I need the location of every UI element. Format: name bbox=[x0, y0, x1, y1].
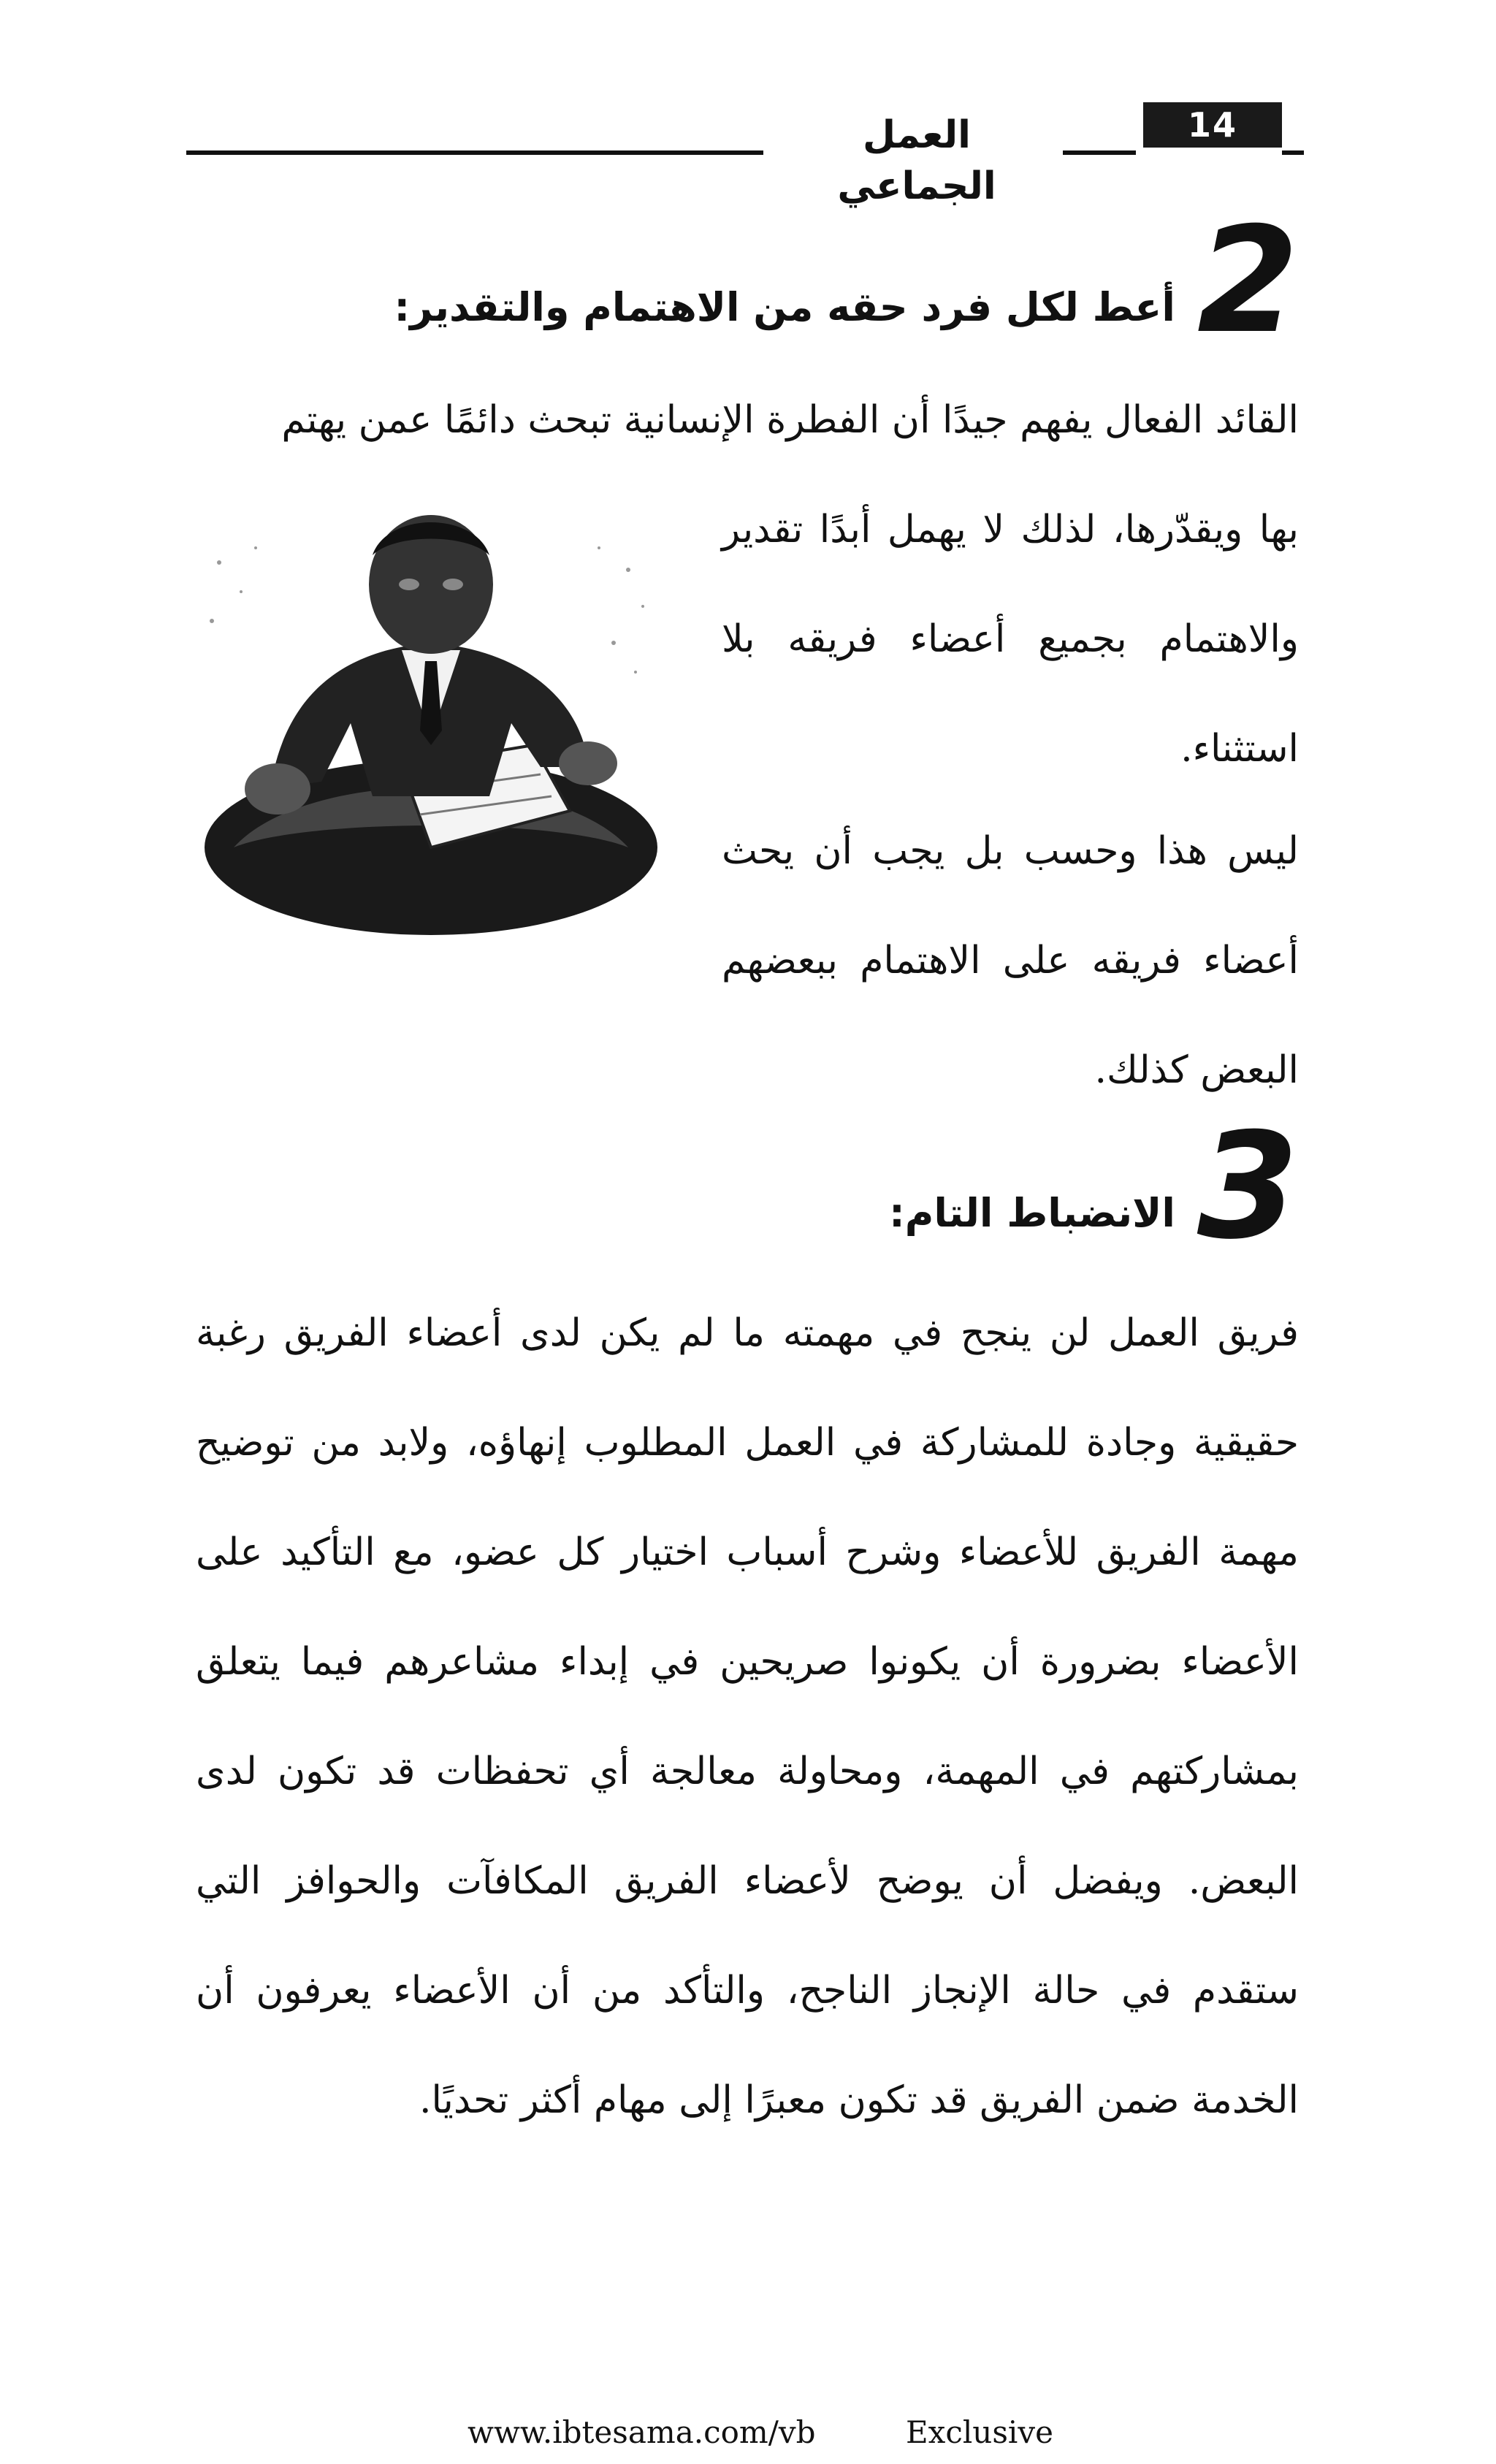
page-number-badge: 14 bbox=[1143, 102, 1282, 148]
page-footer bbox=[468, 2411, 1125, 2455]
section-number: 2 bbox=[1197, 196, 1299, 366]
section-title: أعط لكل فرد حقه من الاهتمام والتقدير: bbox=[394, 284, 1175, 330]
header-rule bbox=[1063, 150, 1136, 155]
header-rule bbox=[186, 150, 763, 155]
page-header bbox=[186, 102, 1304, 208]
paragraph: القائد الفعال يفهم جيدًا أن الفطرة الإنسانية تبحث دائمًا عمن يهتم bbox=[281, 398, 1299, 442]
section-heading bbox=[889, 1102, 1299, 1272]
section-title: الانضباط التام: bbox=[889, 1190, 1175, 1236]
section-number: 3 bbox=[1197, 1102, 1299, 1272]
footer-url[interactable]: www.ibtesama.com/vb bbox=[468, 2414, 816, 2450]
paragraph: بها ويقدّرها، لذلك لا يهمل أبدًا تقدير والاهتمام بجميع أعضاء فريقه بلا استثناء. bbox=[722, 508, 1299, 771]
chapter-title: العمل الجماعي bbox=[837, 113, 996, 208]
header-rule bbox=[1282, 150, 1304, 155]
section-heading bbox=[394, 196, 1299, 366]
footer-tag: Exclusive bbox=[906, 2414, 1053, 2450]
paragraph: ليس هذا وحسب بل يجب أن يحث أعضاء فريقه على الاهتمام ببعضهم البعض كذلك. bbox=[722, 829, 1299, 1092]
paragraph: فريق العمل لن ينجح في مهمته ما لم يكن لدى أعضاء الفريق رغبة حقيقية وجادة للمشاركة في العمل المطلوب إنهاؤه، ولابد من توضيح مهمة الفريق للأعضاء وشرح أسباب اختيار كل عضو، مع التأكيد على الأعضاء بضرورة أن يكونوا صريحين في إبداء مشاعرهم فيما يتعلق بمشاركتهم في المهمة، ومحاولة معالجة أي تحفظات قد تكون لدى البعض. ويفضل أن يوضح لأعضاء الفريق المكافآت والحوافز التي ستقدم في حالة الإنجاز الناجح، والتأكد من أن الأعضاء يعرفون أن الخدمة ضمن الفريق قد تكون معبرًا إلى مهام أكثر تحديًا. bbox=[196, 1311, 1299, 2122]
businessman-over-globe-icon bbox=[190, 504, 665, 935]
